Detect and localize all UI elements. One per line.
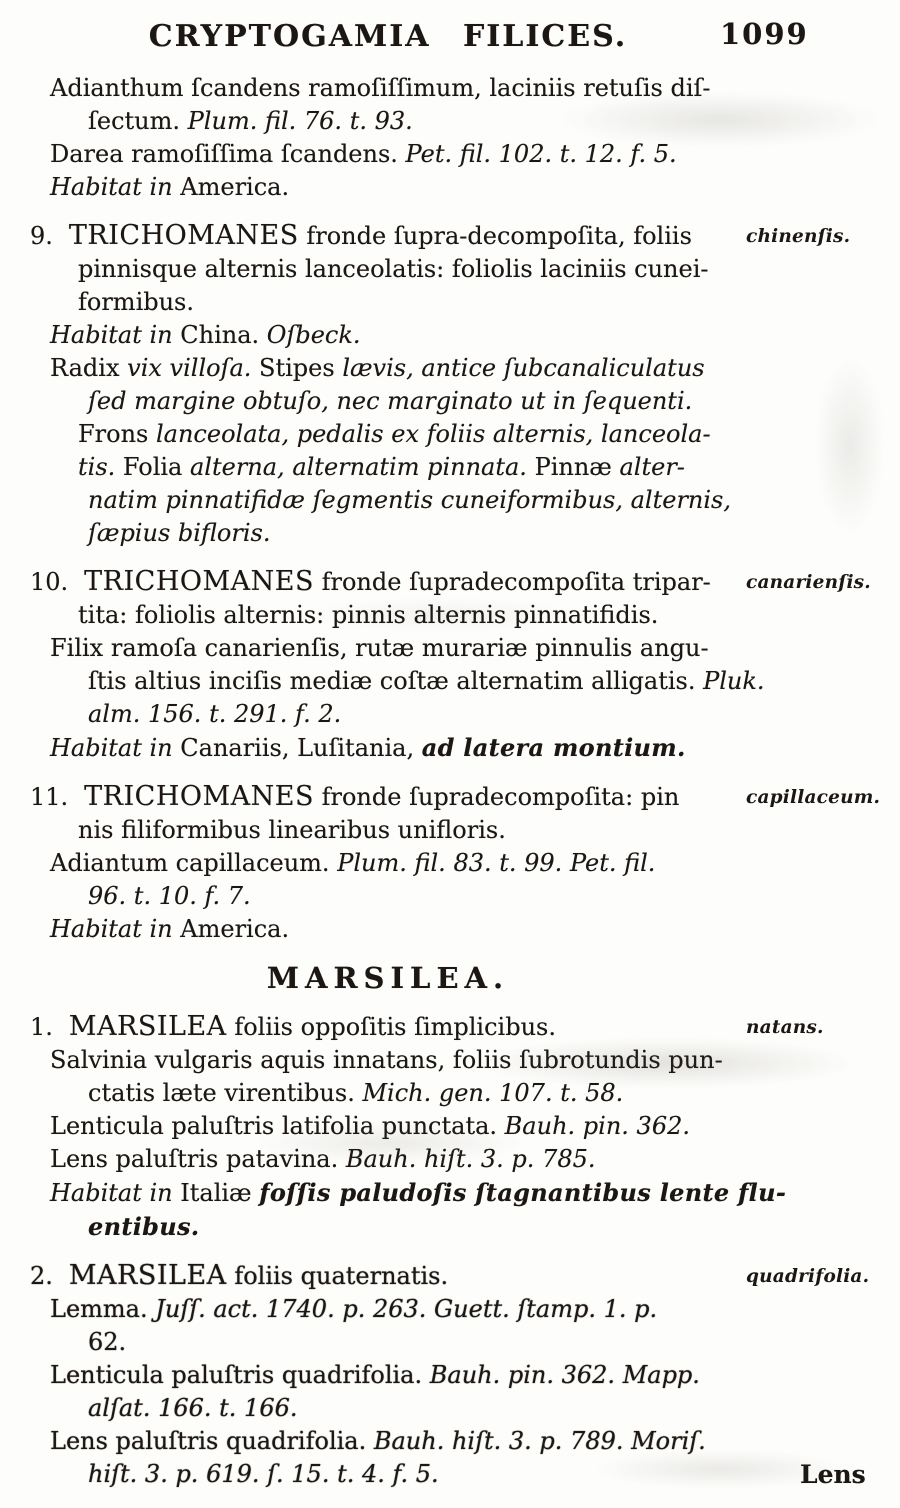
- text-segment: ſtis altius inciſis mediæ coſtæ alternatim alligatis.: [88, 667, 704, 695]
- text-line: [30, 1044, 900, 1077]
- text-segment: China.: [172, 321, 267, 349]
- text-segment: foſſis paludoſis ſtagnantibus lente flu-: [259, 1178, 787, 1207]
- text-segment: 9.: [30, 222, 53, 250]
- text-line: [30, 665, 900, 698]
- text-segment: 1.: [30, 1013, 53, 1041]
- text-segment: Plum. fil. 76. t. 93.: [187, 107, 413, 135]
- text-line: [30, 1392, 900, 1425]
- text-line: [30, 565, 900, 599]
- text-segment: 11.: [30, 783, 69, 811]
- text-segment: Lens paluſtris patavina.: [50, 1145, 346, 1173]
- text-segment: tis.: [78, 453, 123, 481]
- text-line: [30, 385, 900, 418]
- text-line: [30, 847, 900, 880]
- text-line: [30, 731, 900, 765]
- margin-species-label: natans.: [746, 1017, 824, 1038]
- text-line: [30, 319, 900, 352]
- text-segment: Lemma.: [50, 1295, 156, 1323]
- text-segment: Habitat in: [50, 173, 173, 201]
- text-segment: foliis oppoſitis ſimplicibus.: [226, 1013, 556, 1041]
- text-line: [30, 1259, 900, 1293]
- text-line: [30, 418, 900, 451]
- text-segment: Canariis, Luſitania,: [172, 734, 422, 762]
- text-line: [30, 484, 900, 517]
- text-segment: 2.: [30, 1262, 53, 1290]
- text-segment: Oſbeck.: [266, 321, 361, 349]
- text-line: [30, 1010, 900, 1044]
- text-segment: Juſſ. act. 1740. p. 263. Guett. ſtamp. 1. p.: [155, 1295, 658, 1323]
- text-line: [30, 219, 900, 253]
- text-segment: foliis quaternatis.: [226, 1262, 449, 1290]
- text-line: [30, 1293, 900, 1326]
- text-segment: fronde ſupradecompoſita tripar-: [314, 568, 711, 596]
- text-segment: ſæpius bifloris.: [88, 519, 271, 547]
- text-segment: Pluk.: [703, 667, 765, 695]
- text-segment: 96. t. 10. f. 7.: [88, 882, 251, 910]
- text-segment: pinnisque alternis lanceolatis: foliolis laciniis cunei-: [78, 255, 709, 283]
- text-segment: hiſt. 3. p. 619. ſ. 15. t. 4. f. 5.: [88, 1460, 439, 1488]
- text-line: [30, 913, 900, 946]
- text-segment: Lens paluſtris quadrifolia.: [50, 1427, 374, 1455]
- text-segment: America.: [172, 915, 290, 943]
- text-segment: alter-: [619, 453, 685, 481]
- species-entry: [30, 1259, 900, 1491]
- text-segment: Lenticula paluſtris latifolia punctata.: [50, 1112, 505, 1140]
- text-segment: Habitat in: [50, 734, 173, 762]
- page-title: CRYPTOGAMIA FILICES.: [148, 19, 628, 54]
- text-segment: alſat. 166. t. 166.: [88, 1394, 298, 1422]
- text-line: [30, 698, 900, 731]
- text-segment: America.: [172, 173, 290, 201]
- text-segment: Darea ramoſiſſima ſcandens.: [50, 140, 406, 168]
- text-segment: alterna, alternatim pinnata.: [189, 453, 535, 481]
- margin-species-label: capillaceum.: [746, 787, 881, 808]
- page-number: 1099: [720, 17, 809, 51]
- text-segment: Bauh. pin. 362.: [504, 1112, 690, 1140]
- text-segment: Filix ramoſa canarienſis, rutæ murariæ pinnulis angu-: [50, 634, 709, 662]
- text-segment: Bauh. hiſt. 3. p. 789. Moriſ.: [373, 1427, 706, 1455]
- text-line: [30, 780, 900, 814]
- text-segment: TRICHOMANES: [84, 566, 314, 597]
- text-segment: entibus.: [88, 1212, 200, 1241]
- text-segment: 10.: [30, 568, 69, 596]
- text-segment: fronde ſupra-decompoſita, foliis: [298, 222, 692, 250]
- text-segment: lanceolata, pedalis ex foliis alternis, lanceola-: [155, 420, 711, 448]
- text-line: [30, 72, 900, 105]
- text-line: [30, 1458, 900, 1491]
- text-segment: ſed margine obtuſo, nec marginato ut in ſequenti.: [88, 387, 693, 415]
- text-segment: Folia: [122, 453, 190, 481]
- text-segment: 62.: [88, 1328, 127, 1356]
- text-line: [30, 880, 900, 913]
- text-segment: alm. 156. t. 291. f. 2.: [88, 700, 342, 728]
- text-line: [30, 1425, 900, 1458]
- text-segment: nis filiformibus linearibus unifloris.: [78, 816, 506, 844]
- text-line: [30, 286, 900, 319]
- text-segment: Habitat in: [50, 321, 173, 349]
- text-segment: ctatis læte virentibus.: [88, 1079, 363, 1107]
- text-segment: formibus.: [78, 288, 195, 316]
- text-line: [30, 1326, 900, 1359]
- text-line: [30, 451, 900, 484]
- text-line: [30, 105, 900, 138]
- text-segment: MARSILEA: [68, 1260, 227, 1291]
- text-segment: TRICHOMANES: [84, 781, 314, 812]
- text-line: [30, 1359, 900, 1392]
- species-entry: [30, 1010, 900, 1244]
- paragraph: [30, 72, 900, 204]
- text-segment: ad latera montium.: [421, 733, 686, 762]
- text-segment: Pet. fil. 102. t. 12. f. 5.: [405, 140, 677, 168]
- text-segment: Adianthum ſcandens ramoſiſſimum, laciniis retuſis diſ-: [50, 74, 711, 102]
- text-segment: Habitat in: [50, 915, 173, 943]
- text-line: [30, 352, 900, 385]
- text-segment: Habitat in: [50, 1179, 173, 1207]
- text-segment: Frons: [78, 420, 156, 448]
- text-segment: Bauh. pin. 362. Mapp.: [429, 1361, 700, 1389]
- text-segment: TRICHOMANES: [68, 220, 299, 251]
- text-line: [30, 1210, 900, 1244]
- text-segment: Adiantum capillaceum.: [50, 849, 338, 877]
- text-line: [30, 1143, 900, 1176]
- text-segment: natim pinnatifidæ ſegmentis cuneiformibus, alternis,: [88, 486, 731, 514]
- text-line: [30, 253, 900, 286]
- text-segment: lævis, antice ſubcanaliculatus: [342, 354, 705, 382]
- text-segment: Bauh. hiſt. 3. p. 785.: [345, 1145, 596, 1173]
- text-line: [30, 814, 900, 847]
- text-segment: Italiæ: [172, 1179, 260, 1207]
- margin-species-label: quadrifolia.: [746, 1266, 870, 1287]
- text-segment: ſectum.: [88, 107, 188, 135]
- text-line: [30, 599, 900, 632]
- text-column: [30, 72, 900, 1491]
- text-segment: Salvinia vulgaris aquis innatans, foliis ſubrotundis pun-: [50, 1046, 723, 1074]
- text-segment: fronde ſupradecompoſita: pin: [314, 783, 680, 811]
- text-segment: Stipes: [259, 354, 343, 382]
- text-segment: Lenticula paluſtris quadrifolia.: [50, 1361, 430, 1389]
- text-line: [30, 138, 900, 171]
- text-segment: vix villoſa.: [127, 354, 260, 382]
- text-segment: Plum. fil. 83. t. 99. Pet. fil.: [337, 849, 656, 877]
- running-head: [30, 14, 809, 60]
- text-line: [30, 632, 900, 665]
- text-line: [30, 517, 900, 550]
- text-line: [30, 1077, 900, 1110]
- text-line: [30, 171, 900, 204]
- catchword: Lens: [800, 1460, 866, 1489]
- species-entry: [30, 565, 900, 765]
- species-entry: [30, 219, 900, 550]
- text-segment: Radix: [50, 354, 128, 382]
- margin-species-label: chinenſis.: [746, 226, 851, 247]
- text-segment: Mich. gen. 107. t. 58.: [362, 1079, 624, 1107]
- margin-species-label: canarienſis.: [746, 572, 871, 593]
- species-entry: [30, 780, 900, 946]
- text-segment: tita: foliolis alternis: pinnis alternis pinnatifidis.: [78, 601, 659, 629]
- text-segment: Pinnæ: [534, 453, 620, 481]
- section-heading: MARSILEA.: [266, 961, 510, 995]
- text-line: [30, 1110, 900, 1143]
- text-line: [30, 1176, 900, 1210]
- text-segment: MARSILEA: [68, 1011, 227, 1042]
